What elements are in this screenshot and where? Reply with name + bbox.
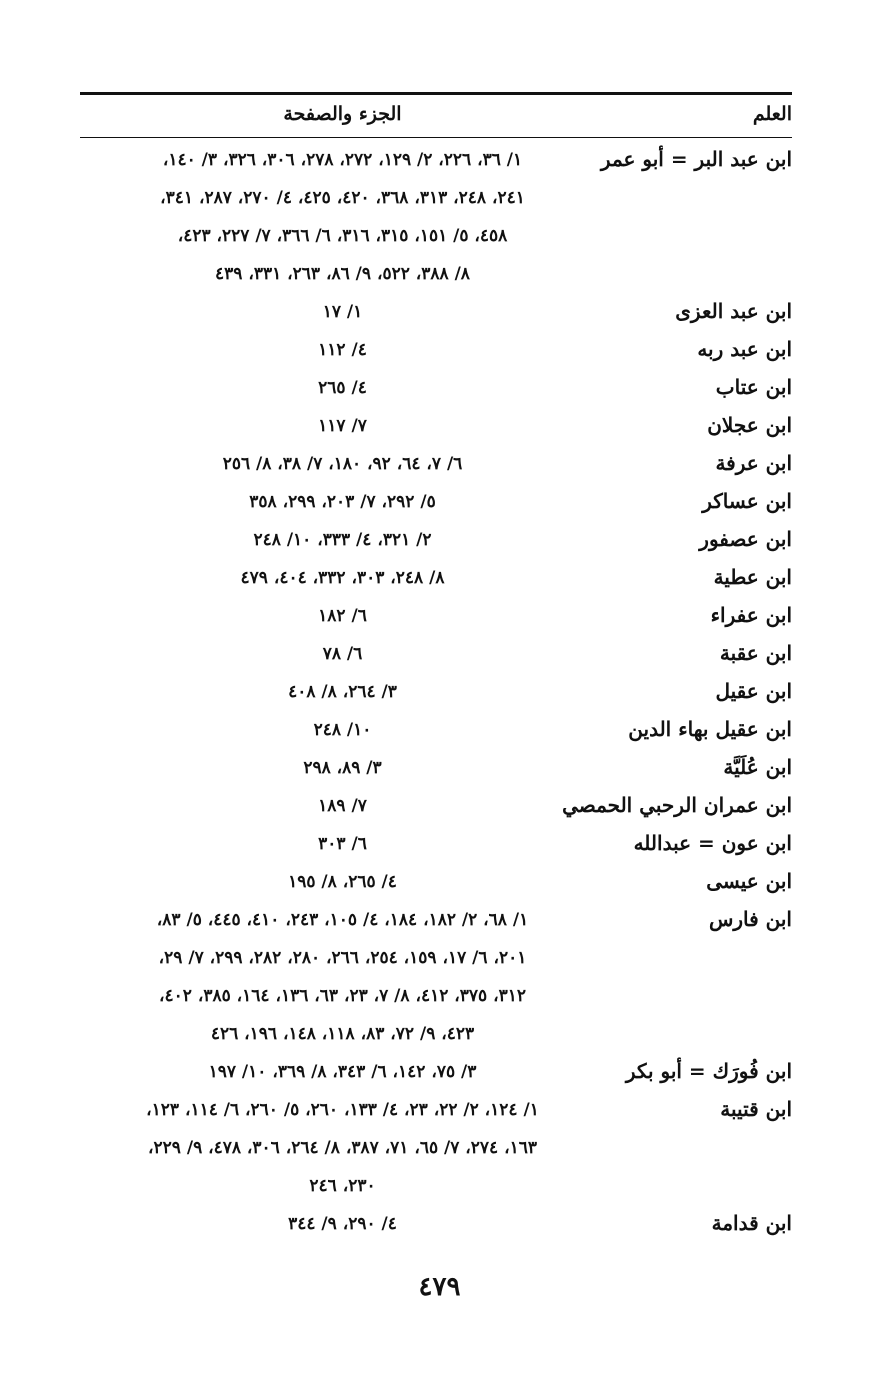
person-name: ابن عقيل بهاء الدين [628,717,792,741]
person-name: ابن فُورَك = أبو بكر [625,1059,792,1083]
person-name: ابن عساكر [702,489,792,513]
person-name: ابن عبد العزى [675,299,792,323]
table-row [80,750,792,788]
volume-page-refs: ٤/ ٢٦٥ [318,378,367,398]
table-row [80,712,792,750]
table-row [80,674,792,712]
volume-page-refs: ٤٢٣، ٩/ ٧٢، ٨٣، ١١٨، ١٤٨، ١٩٦، ٤٢٦ [210,1024,475,1044]
table-row [80,1206,792,1244]
volume-page-refs: ٦/ ٧، ٦٤، ٩٢، ١٨٠، ٧/ ٣٨، ٨/ ٢٥٦ [222,454,463,474]
table-row [80,142,792,180]
table-row [80,864,792,902]
column-header-name: العلم [752,103,792,125]
table-row [80,1016,792,1054]
volume-page-refs: ٨/ ٣٨٨، ٥٢٢، ٩/ ٨٦، ٢٦٣، ٣٣١، ٤٣٩ [215,264,470,284]
person-name: ابن عصفور [699,527,792,551]
person-name: ابن عجلان [707,413,792,437]
table-row [80,560,792,598]
person-name: ابن عرفة [715,451,792,475]
table-row [80,826,792,864]
volume-page-refs: ٢/ ٣٢١، ٤/ ٣٣٣، ١٠/ ٢٤٨ [253,530,432,550]
index-table [80,142,792,1244]
page-number: ٤٧٩ [418,1272,461,1302]
volume-page-refs: ٤٥٨، ٥/ ١٥١، ٣١٥، ٣١٦، ٦/ ٣٦٦، ٧/ ٢٢٧، ٤٢٣، [177,226,508,246]
table-row [80,636,792,674]
person-name: ابن عمران الرحبي الحمصي [562,793,792,817]
table-row [80,180,792,218]
volume-page-refs: ١/ ١٧ [322,302,363,322]
volume-page-refs: ١٠/ ٢٤٨ [313,720,372,740]
person-name: ابن عيسى [706,869,792,893]
table-row [80,294,792,332]
volume-page-refs: ٢٤١، ٢٤٨، ٣١٣، ٣٦٨، ٤٢٠، ٤٢٥، ٤/ ٢٧٠، ٢٨٧، ٣٤١، [160,188,525,208]
volume-page-refs: ٦/ ٧٨ [322,644,363,664]
volume-page-refs: ٦/ ٣٠٣ [318,834,367,854]
person-name: ابن عقيل [715,679,792,703]
table-row [80,1130,792,1168]
table-row [80,598,792,636]
volume-page-refs: ٤/ ٢٩٠، ٩/ ٣٤٤ [288,1214,397,1234]
volume-page-refs: ٣/ ٨٩، ٢٩٨ [303,758,382,778]
table-row [80,408,792,446]
person-name: ابن عفراء [710,603,792,627]
table-row [80,788,792,826]
table-header [80,92,792,138]
table-row [80,1092,792,1130]
person-name: ابن عطية [713,565,792,589]
person-name: ابن عبد البر = أبو عمر [600,147,792,171]
volume-page-refs: ٥/ ٢٩٢، ٧/ ٢٠٣، ٢٩٩، ٣٥٨ [249,492,436,512]
volume-page-refs: ١/ ٦٨، ٢/ ١٨٢، ١٨٤، ٤/ ١٠٥، ٢٤٣، ٤١٠، ٤٤٥، ٥/ ٨٣، [156,910,529,930]
person-name: ابن عتاب [715,375,792,399]
person-name: ابن قدامة [711,1211,792,1235]
table-row [80,370,792,408]
volume-page-refs: ٢٣٠، ٢٤٦ [309,1176,376,1196]
person-name: ابن عُلَيَّة [723,755,792,779]
volume-page-refs: ٧/ ١٨٩ [318,796,367,816]
table-row [80,522,792,560]
volume-page-refs: ٧/ ١١٧ [318,416,367,436]
column-header-pages: الجزء والصفحة [283,103,402,125]
person-name: ابن عقبة [719,641,792,665]
volume-page-refs: ٨/ ٢٤٨، ٣٠٣، ٣٣٢، ٤٠٤، ٤٧٩ [240,568,445,588]
table-row [80,256,792,294]
person-name: ابن قتيبة [720,1097,792,1121]
table-row [80,484,792,522]
table-row [80,978,792,1016]
person-name: ابن عبد ربه [697,337,792,361]
table-row [80,446,792,484]
table-row [80,1054,792,1092]
volume-page-refs: ١٦٣، ٢٧٤، ٧/ ٦٥، ٧١، ٣٨٧، ٨/ ٢٦٤، ٣٠٦، ٤٧٨، ٩/ ٢٢٩، [148,1138,537,1158]
volume-page-refs: ٣/ ٧٥، ١٤٢، ٦/ ٣٤٣، ٨/ ٣٦٩، ١٠/ ١٩٧ [208,1062,477,1082]
table-row [80,1168,792,1206]
volume-page-refs: ١/ ١٢٤، ٢/ ٢٢، ٢٣، ٤/ ١٣٣، ٢٦٠، ٥/ ٢٦٠، ٦/ ١١٤، ١٢٣، [146,1100,539,1120]
volume-page-refs: ٤/ ١١٢ [318,340,367,360]
table-row [80,940,792,978]
table-row [80,332,792,370]
person-name: ابن عون = عبدالله [633,831,792,855]
volume-page-refs: ٤/ ٢٦٥، ٨/ ١٩٥ [288,872,397,892]
table-row [80,218,792,256]
volume-page-refs: ١/ ٣٦، ٢٢٦، ٢/ ١٢٩، ٢٧٢، ٢٧٨، ٣٠٦، ٣٢٦، ٣/ ١٤٠، [162,150,523,170]
volume-page-refs: ٢٠١، ٦/ ١٧، ١٥٩، ٢٥٤، ٢٦٦، ٢٨٠، ٢٨٢، ٢٩٩، ٧/ ٢٩، [158,948,527,968]
volume-page-refs: ٣/ ٢٦٤، ٨/ ٤٠٨ [288,682,397,702]
table-row [80,902,792,940]
volume-page-refs: ٦/ ١٨٢ [318,606,367,626]
person-name: ابن فارس [708,907,792,931]
volume-page-refs: ٣١٢، ٣٧٥، ٤١٢، ٨/ ٧، ٢٣، ٦٣، ١٣٦، ١٦٤، ٣٨٥، ٤٠٢، [159,986,526,1006]
